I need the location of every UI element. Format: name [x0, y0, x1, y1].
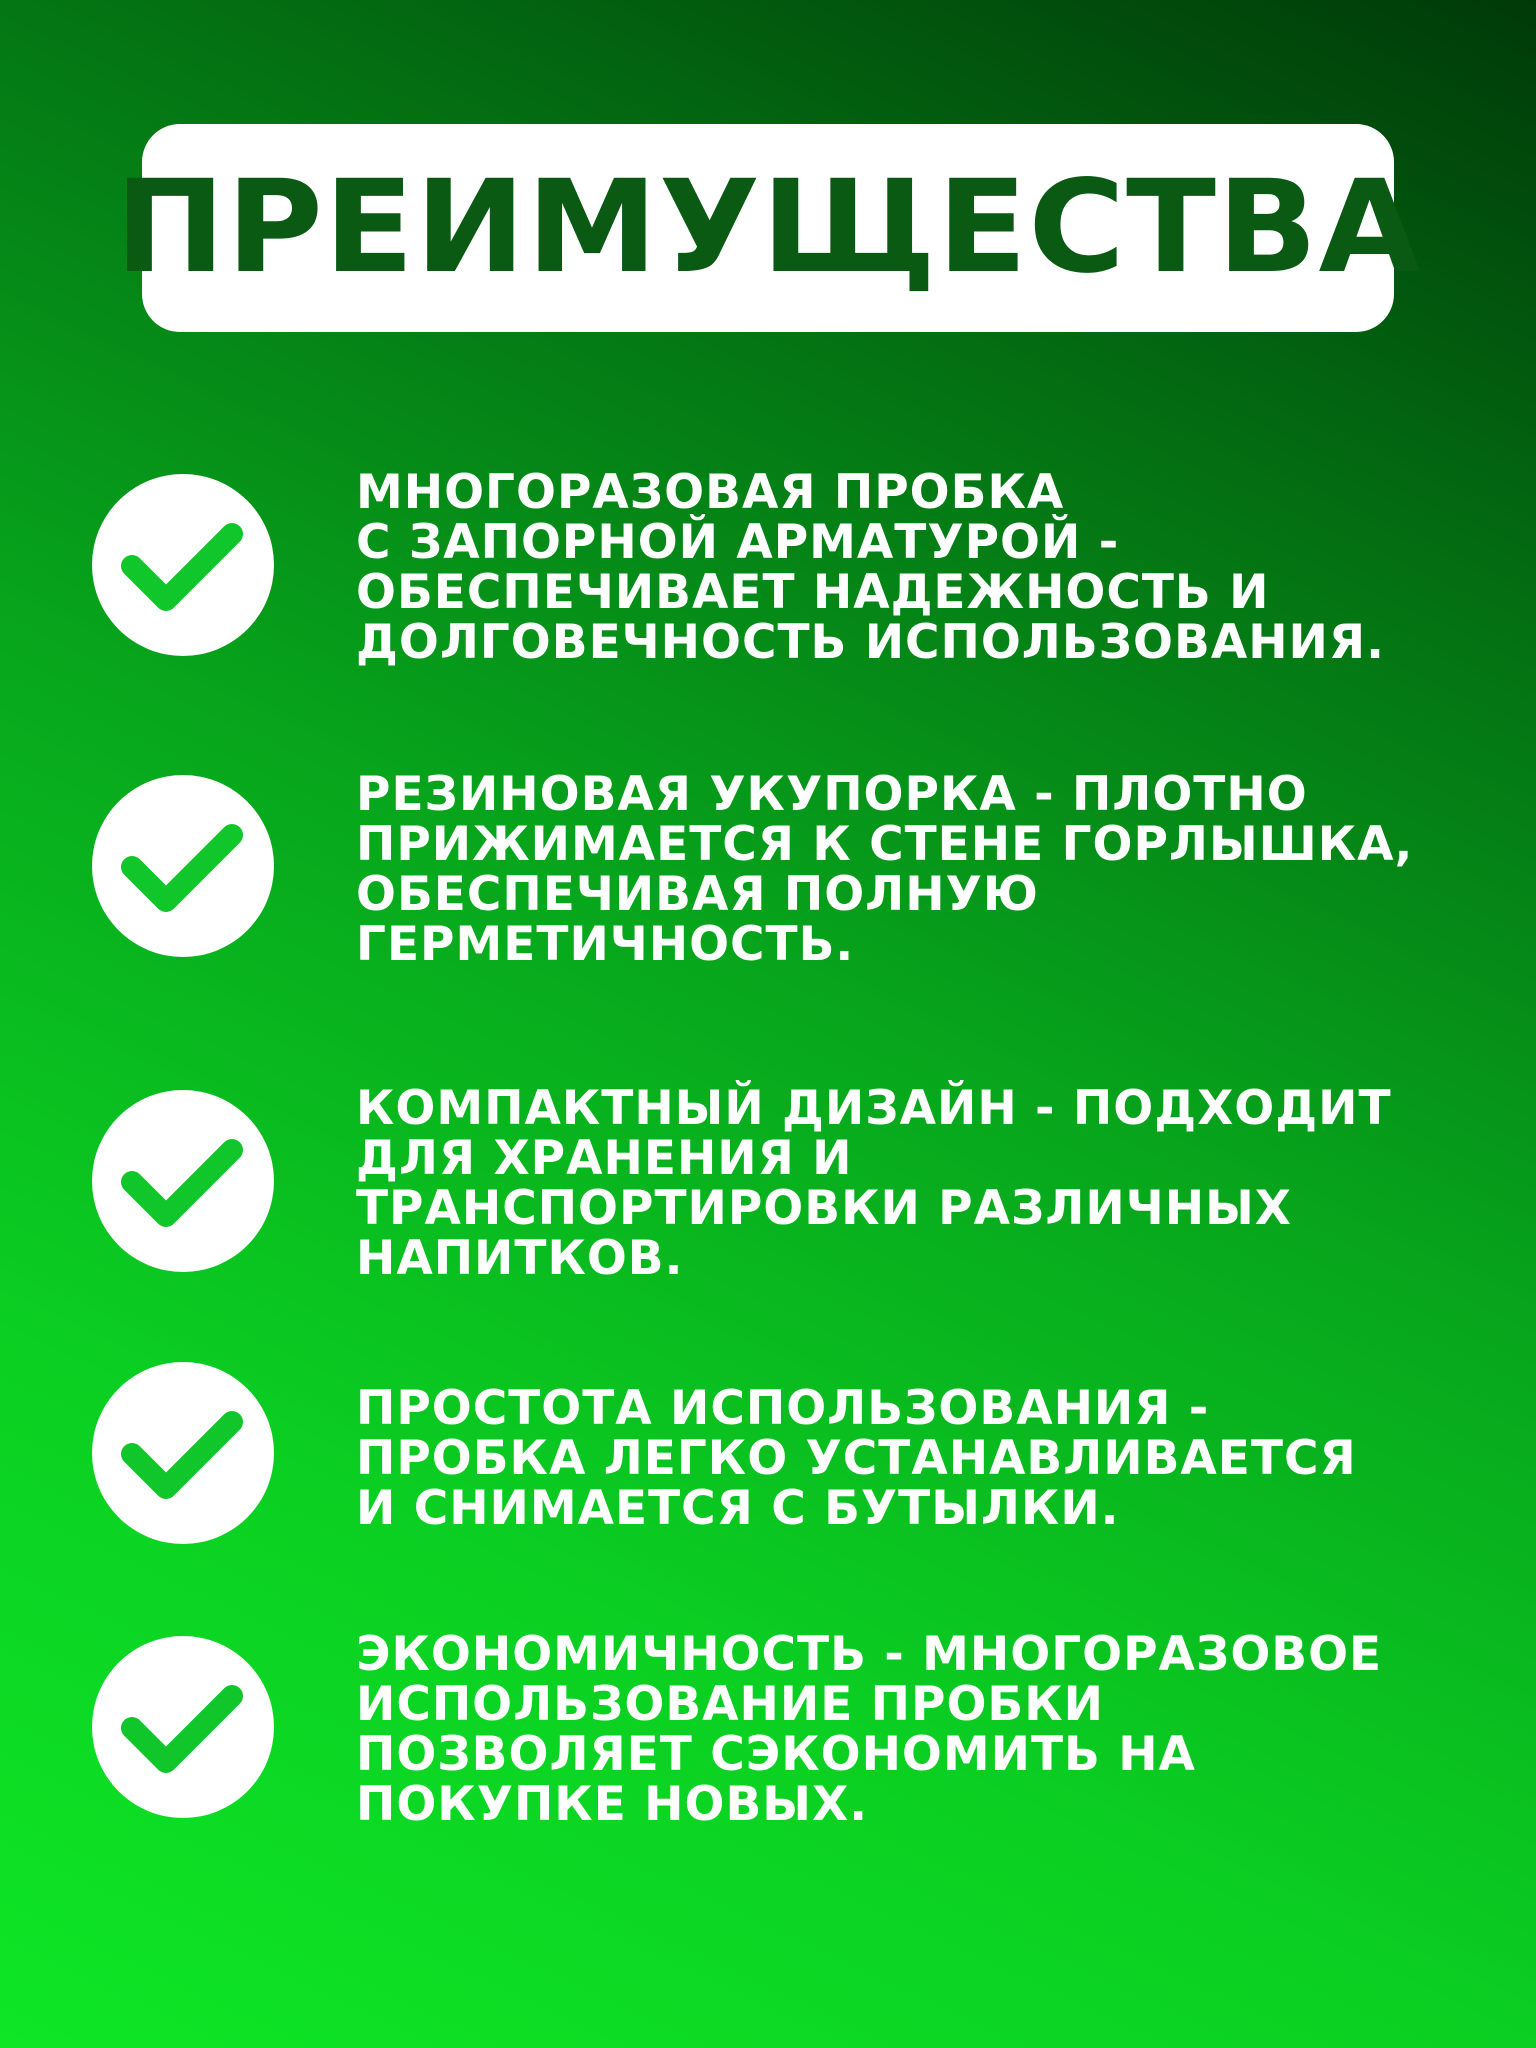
page-title: ПРЕИМУЩЕСТВА	[114, 153, 1422, 302]
check-icon	[92, 1636, 274, 1818]
check-badge	[92, 1636, 274, 1818]
feature-text: ПРОСТОТА ИСПОЛЬЗОВАНИЯ - ПРОБКА ЛЕГКО УСТАНАВЛИВАЕТСЯ И СНИМАЕТСЯ С БУТЫЛКИ.	[356, 1381, 1357, 1536]
feature-text: МНОГОРАЗОВАЯ ПРОБКА С ЗАПОРНОЙ АРМАТУРОЙ - ОБЕСПЕЧИВАЕТ НАДЕЖНОСТЬ И ДОЛГОВЕЧНОСТЬ ИСПОЛЬЗОВАНИЯ.	[356, 465, 1385, 670]
check-badge	[92, 1090, 274, 1272]
title-banner	[114, 124, 1422, 332]
check-icon	[92, 474, 274, 656]
check-badge	[92, 474, 274, 656]
feature-text: ЭКОНОМИЧНОСТЬ - МНОГОРАЗОВОЕ ИСПОЛЬЗОВАНИЕ ПРОБКИ ПОЗВОЛЯЕТ СЭКОНОМИТЬ НА ПОКУПКЕ НОВЫХ.	[356, 1627, 1383, 1832]
check-icon	[92, 775, 274, 957]
check-icon	[92, 1362, 274, 1544]
feature-text: РЕЗИНОВАЯ УКУПОРКА - ПЛОТНО ПРИЖИМАЕТСЯ К СТЕНЕ ГОРЛЫШКА, ОБЕСПЕЧИВАЯ ПОЛНУЮ ГЕРМЕТИЧНОСТЬ.	[356, 767, 1414, 972]
feature-text: КОМПАКТНЫЙ ДИЗАЙН - ПОДХОДИТ ДЛЯ ХРАНЕНИЯ И ТРАНСПОРТИРОВКИ РАЗЛИЧНЫХ НАПИТКОВ.	[356, 1081, 1392, 1286]
check-badge	[92, 1362, 274, 1544]
check-badge	[92, 775, 274, 957]
check-icon	[92, 1090, 274, 1272]
